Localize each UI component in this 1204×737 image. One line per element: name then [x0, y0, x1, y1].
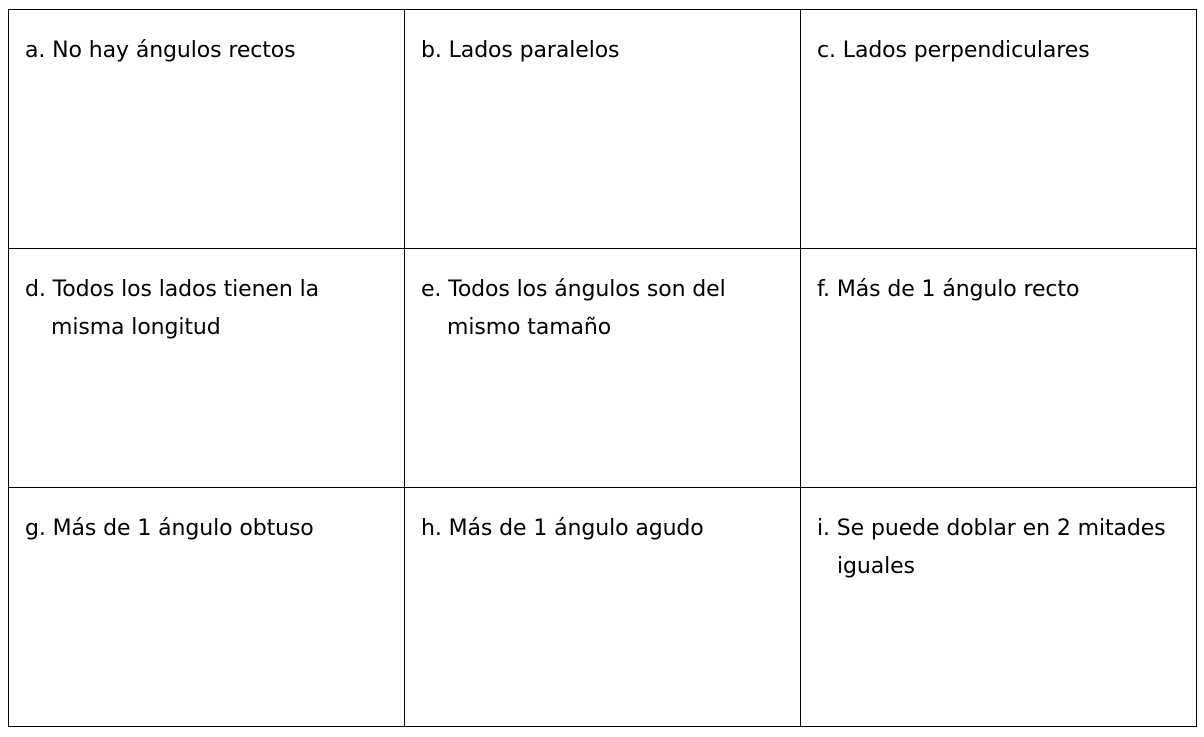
grid-row-3 — [9, 488, 1197, 727]
card-i-label-continued: iguales — [837, 554, 915, 579]
grid-row-2 — [9, 249, 1197, 488]
criteria-card-grid — [8, 9, 1197, 727]
card-e-text — [405, 249, 800, 347]
card-f-label: f. Más de 1 ángulo recto — [817, 277, 1080, 302]
card-g — [9, 488, 405, 727]
card-b-label: b. Lados paralelos — [421, 38, 620, 63]
card-h-label: h. Más de 1 ángulo agudo — [421, 516, 704, 541]
card-g-text — [9, 488, 404, 548]
card-d-label-continued: misma longitud — [51, 315, 221, 340]
card-i — [801, 488, 1197, 727]
card-d-text — [9, 249, 404, 347]
card-b-text — [405, 10, 800, 70]
card-i-label: i. Se puede doblar en 2 mitades — [817, 516, 1166, 541]
card-d — [9, 249, 405, 488]
card-e-label-continued: mismo tamaño — [447, 315, 612, 340]
card-d-label: d. Todos los lados tienen la — [25, 277, 319, 302]
card-a-label: a. No hay ángulos rectos — [25, 38, 296, 63]
card-f — [801, 249, 1197, 488]
card-f-text — [801, 249, 1196, 309]
card-e — [405, 249, 801, 488]
card-c-text — [801, 10, 1196, 70]
card-c — [801, 10, 1197, 249]
card-b — [405, 10, 801, 249]
card-h — [405, 488, 801, 727]
grid-row-1 — [9, 10, 1197, 249]
card-h-text — [405, 488, 800, 548]
card-c-label: c. Lados perpendiculares — [817, 38, 1090, 63]
card-g-label: g. Más de 1 ángulo obtuso — [25, 516, 314, 541]
card-a — [9, 10, 405, 249]
card-e-label: e. Todos los ángulos son del — [421, 277, 726, 302]
card-a-text — [9, 10, 404, 70]
card-i-text — [801, 488, 1196, 586]
